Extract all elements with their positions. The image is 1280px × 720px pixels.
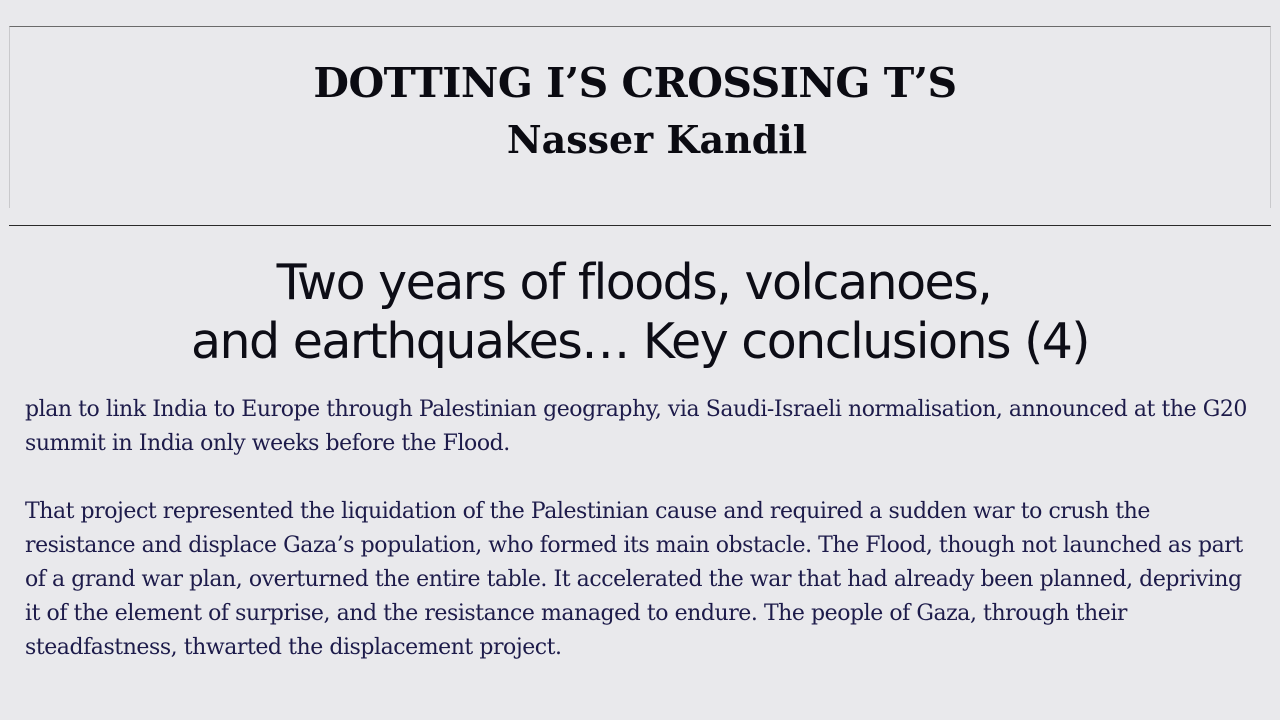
body-paragraph: plan to link India to Europe through Palestinian geography, via Saudi-Israeli normalisation, announced at the G20 summit in India only weeks before the Flood. <box>25 397 1247 456</box>
article-headline <box>0 253 1280 371</box>
body-paragraph: That project represented the liquidation of the Palestinian cause and required a sudden war to crush the resistance and displace Gaza’s population, who formed its main obstacle. The Flood, though not launched as part of a grand war plan, overturned the entire table. It accelerated the war that had already been planned, depriving it of the element of surprise, and the resistance managed to endure. The people of Gaza, through their steadfastness, thwarted the displacement project. <box>25 499 1243 660</box>
article-body <box>25 393 1257 665</box>
column-header-box <box>9 26 1271 208</box>
headline-line-2: and earthquakes… Key conclusions (4) <box>190 313 1090 370</box>
header-divider <box>9 225 1271 226</box>
column-title: DOTTING I’S CROSSING T’S <box>313 59 957 107</box>
author-name: Nasser Kandil <box>506 117 808 162</box>
headline-line-1: Two years of floods, volcanoes, <box>276 254 992 311</box>
